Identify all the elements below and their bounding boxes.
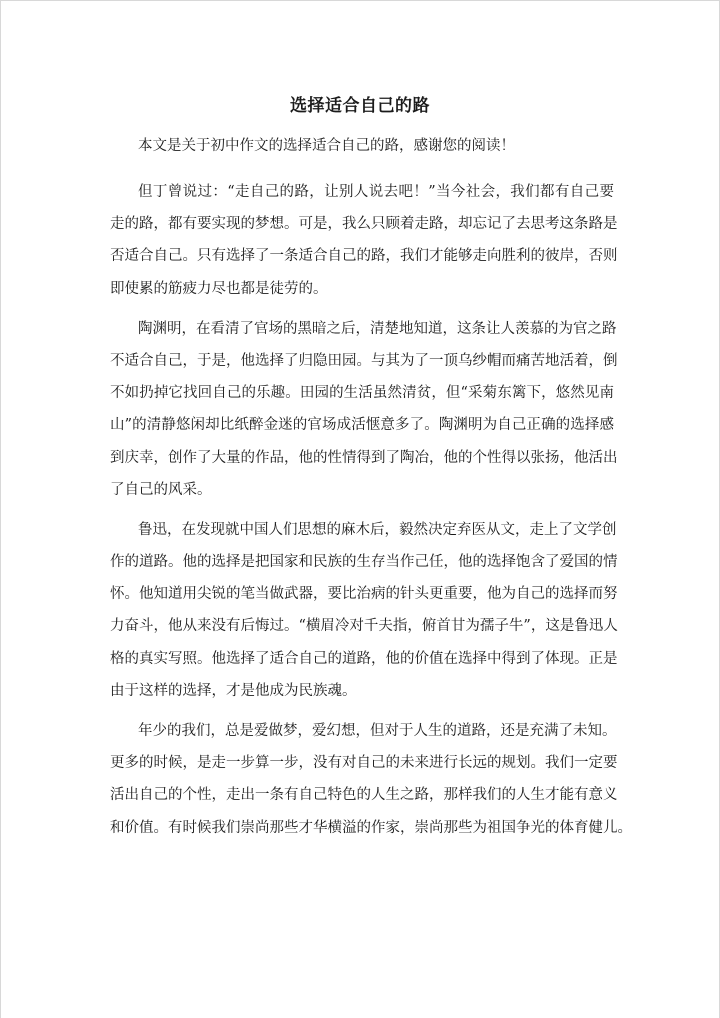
text-line: 但丁曾说过：“走自己的路，让别人说去吧！”当今社会，我们都有自己要 [138,184,614,200]
text-line: 山”的清静悠闲却比纸醉金迷的官场成活惬意多了。陶渊明为自己正确的选择感 [110,417,614,434]
text-line: 格的真实写照。他选择了适合自己的道路，他的价值在选择中得到了体现。正是 [110,650,618,667]
article-body [110,176,632,852]
text-line: 和价值。有时候我们崇尚那些才华横溢的作家，崇尚那些为祖国争光的体育健儿。 [110,819,632,836]
text-line: 鲁迅，在发现就中国人们思想的麻木后，毅然决定弃医从文，走上了文学创 [138,521,617,538]
text-line: 不如扔掉它找回自己的乐趣。田园的生活虽然清贫，但“采菊东篱下，悠然见南 [110,385,614,402]
text-line: 怀。他知道用尖锐的笔当做武器，要比治病的针头更重要，他为自己的选择而努 [110,586,618,603]
text-line: 即使累的筋疲力尽也都是徒劳的。 [110,280,328,297]
paragraph [110,313,618,506]
text-line: 由于这样的选择，才是他成为民族魂。 [110,682,357,699]
paragraph [110,176,618,305]
text-line: 否适合自己。只有选择了一条适合自己的路，我们才能够走向胜利的彼岸，否则 [110,248,618,265]
text-line: 不适合自己，于是，他选择了归隐田园。与其为了一顶乌纱帽而痛苦地活着，倒 [110,352,618,369]
text-line: 更多的时候，是走一步算一步，没有对自己的未来进行长远的规划。我们一定要 [110,755,618,772]
text-line: 走的路，都有要实现的梦想。可是，我么只顾着走路，却忘记了去思考这条路是 [110,216,618,233]
text-line: 作的道路。他的选择是把国家和民族的生存当作己任，他的选择饱含了爱国的情 [110,554,618,571]
intro-line: 本文是关于初中作文的选择适合自己的路，感谢您的阅读！ [138,138,515,154]
text-line: 到庆幸，创作了大量的作品，他的性情得到了陶冶，他的个性得以张扬，他活出 [110,449,618,466]
text-line: 力奋斗，他从来没有后悔过。“横眉冷对千夫指，俯首甘为孺子牛”，这是鲁迅人 [110,618,618,635]
text-line: 年少的我们，总是爱做梦，爱幻想，但对于人生的道路，还是充满了未知。 [138,723,617,739]
text-line: 陶渊明，在看清了官场的黑暗之后，清楚地知道，这条让人羡慕的为官之路 [138,320,617,337]
document-title: 选择适合自己的路 [290,96,430,116]
text-line: 了自己的风采。 [110,481,212,498]
text-line: 活出自己的个性，走出一条有自己特色的人生之路，那样我们的人生才能有意义 [110,787,618,804]
paragraph [110,514,618,707]
paragraph [110,715,632,844]
